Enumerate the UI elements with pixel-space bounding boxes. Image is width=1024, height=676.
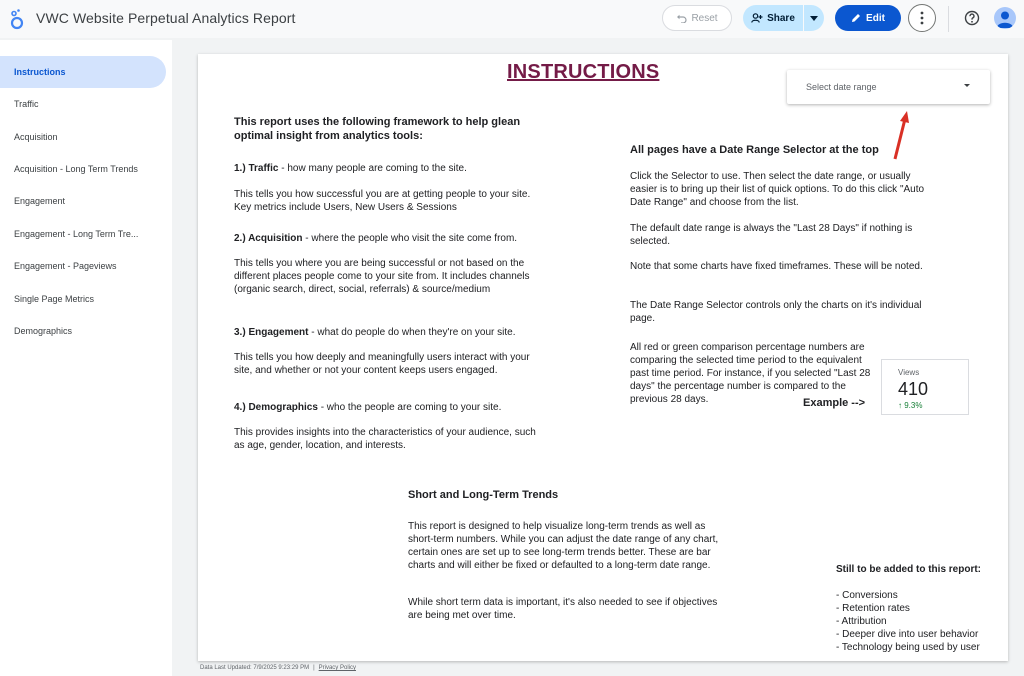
page-title: INSTRUCTIONS: [507, 61, 660, 83]
framework-item-title: 3.) Engagement: [234, 327, 309, 338]
date-range-paragraph: The default date range is always the "Last 28 Days" if nothing is selected.: [630, 223, 913, 247]
help-icon: [964, 10, 980, 26]
footer-separator: |: [313, 665, 315, 671]
scorecard-value: 410: [898, 379, 929, 399]
scorecard-delta-value: 9.3%: [904, 401, 923, 410]
date-range-paragraph: Note that some charts have fixed timeframes. These will be noted.: [630, 261, 923, 272]
more-vert-icon: [920, 11, 924, 25]
report-footer: [200, 665, 356, 671]
scorecard-label: Views: [898, 368, 920, 377]
framework-item-detail: This tells you where you are being successful or not based on the different places people come to your site from. It includes channels (organic search, direct, social, referrals) & source/medium: [234, 258, 530, 295]
share-label: Share: [767, 12, 795, 24]
trends-title: Short and Long-Term Trends: [408, 489, 559, 501]
views-scorecard[interactable]: [881, 359, 969, 415]
framework-item-summary: - who the people are coming to your site.: [317, 402, 502, 413]
sidebar-item-engagement-long-term[interactable]: Engagement - Long Term Tre...: [14, 229, 139, 239]
add-person-icon: [751, 13, 763, 23]
framework-item-title: 4.) Demographics: [234, 402, 318, 413]
account-avatar[interactable]: [994, 7, 1016, 29]
date-range-title: All pages have a Date Range Selector at the top: [630, 144, 879, 156]
sidebar-item-instructions[interactable]: Instructions: [0, 56, 166, 88]
sidebar-item-single-page-metrics[interactable]: Single Page Metrics: [14, 294, 95, 304]
framework-item-traffic: [234, 162, 544, 175]
framework-item-summary: - what do people do when they're on your site.: [308, 327, 516, 338]
reset-button[interactable]: [662, 5, 732, 31]
framework-item-acquisition: [234, 232, 544, 245]
sidebar-item-traffic[interactable]: Traffic: [14, 99, 39, 109]
framework-item-engagement: [234, 326, 544, 339]
page-navigation-sidebar: [0, 40, 172, 676]
edit-label: Edit: [866, 12, 885, 24]
scorecard-delta: [898, 401, 922, 410]
top-bar: [0, 0, 1024, 38]
framework-item-title: 1.) Traffic: [234, 163, 279, 174]
undo-icon: [676, 14, 687, 23]
todo-item: - Deeper dive into user behavior: [836, 629, 979, 640]
share-options-button[interactable]: [804, 5, 824, 31]
report-title[interactable]: VWC Website Perpetual Analytics Report: [36, 10, 296, 26]
trends-paragraph: While short term data is important, it's also needed to see if objectives are being met over time.: [408, 597, 718, 621]
data-last-updated: Data Last Updated: 7/9/2025 9:23:29 PM: [200, 665, 310, 671]
date-range-placeholder: Select date range: [806, 82, 877, 92]
framework-item-detail: This provides insights into the characteristics of your audience, such as age, gender, location, and interests.: [234, 427, 536, 451]
header-divider: [948, 6, 949, 32]
report-page: [198, 54, 1008, 661]
framework-item-demographics: [234, 401, 544, 414]
edit-button[interactable]: [835, 5, 901, 31]
date-range-paragraph: The Date Range Selector controls only the charts on it's individual page.: [630, 300, 922, 324]
arrow-up-icon: ↑: [898, 401, 905, 410]
reset-label: Reset: [691, 12, 718, 24]
caret-down-icon: [964, 84, 970, 87]
dropdown-arrow-icon: [810, 16, 818, 21]
framework-item-summary: - how many people are coming to the site.: [278, 163, 467, 174]
framework-item-detail: This tells you how deeply and meaningfully users interact with your site, and whether or not your content keeps users engaged.: [234, 352, 530, 376]
todo-item: - Attribution: [836, 616, 887, 627]
pencil-icon: [851, 13, 861, 23]
help-button[interactable]: [962, 8, 982, 28]
more-options-button[interactable]: [908, 4, 936, 32]
person-icon: [994, 7, 1016, 29]
todo-item: - Technology being used by user: [836, 642, 980, 653]
sidebar-item-engagement[interactable]: Engagement: [14, 196, 66, 206]
example-label: Example -->: [803, 397, 866, 409]
sidebar-item-demographics[interactable]: Demographics: [14, 326, 73, 336]
date-range-paragraph: All red or green comparison percentage numbers are comparing the selected time period to the equivalent past time period. For instance, if you selected "Last 28 days" the percentage number is compared to the previous 28 days.: [630, 342, 871, 405]
date-range-paragraph: Click the Selector to use. Then select the date range, or usually easier is to bring up their list of quick options. To do this click "Auto Date Range" and choose from the list.: [630, 171, 925, 208]
date-range-selector[interactable]: [787, 70, 990, 104]
framework-intro: This report uses the following framework to help glean optimal insight from analytics tools:: [234, 116, 521, 142]
framework-item-title: 2.) Acquisition: [234, 233, 303, 244]
framework-item-summary: - where the people who visit the site come from.: [302, 233, 518, 244]
sidebar-item-acquisition[interactable]: Acquisition: [14, 132, 58, 142]
todo-title: Still to be added to this report:: [836, 564, 981, 575]
framework-item-detail: This tells you how successful you are at getting people to your site. Key metrics include Users, New Users & Sessions: [234, 189, 531, 213]
looker-studio-logo-icon[interactable]: [9, 8, 25, 30]
sidebar-item-acquisition-long-term[interactable]: Acquisition - Long Term Trends: [14, 164, 138, 174]
sidebar-item-engagement-pageviews[interactable]: Engagement - Pageviews: [14, 261, 117, 271]
todo-item: - Retention rates: [836, 603, 910, 614]
todo-item: - Conversions: [836, 590, 898, 601]
share-button[interactable]: [743, 5, 803, 31]
trends-paragraph: This report is designed to help visualize long-term trends as well as short-term numbers. While you can adjust the date range of any chart, certain ones are set up to see long-term trends better. These are bar charts and will either be fixed or defaulted to a long-term date range.: [408, 521, 719, 571]
privacy-policy-link[interactable]: Privacy Policy: [318, 665, 356, 671]
